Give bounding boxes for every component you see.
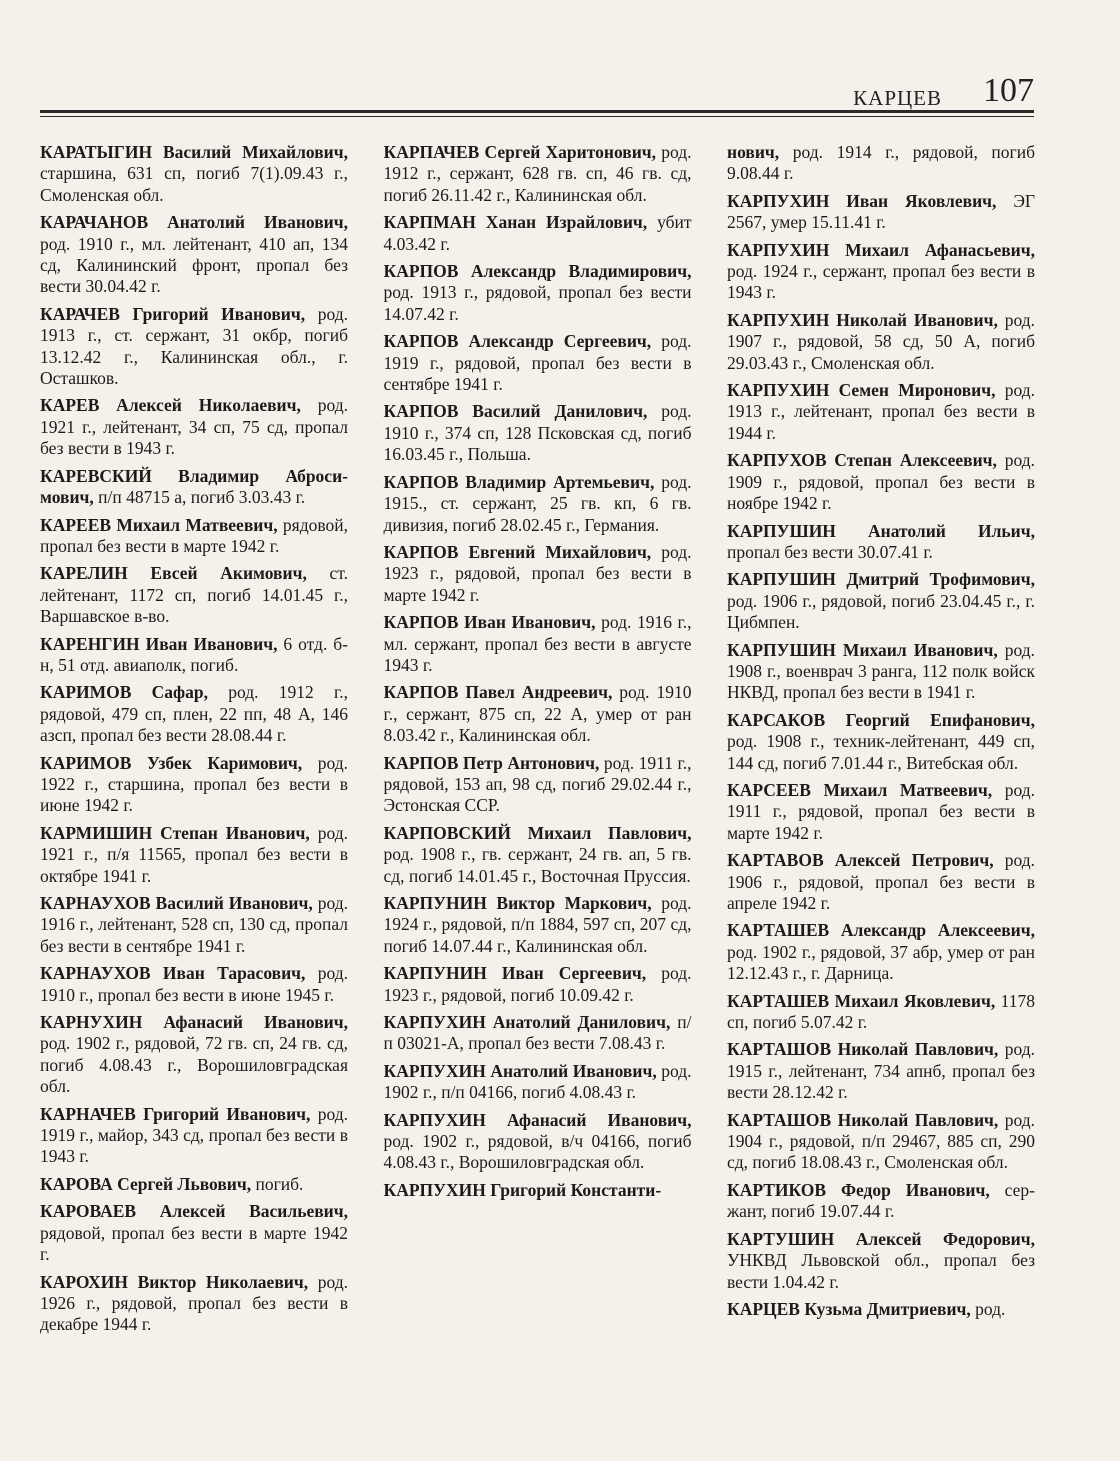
entry-text: род. 1902 г., п/п 04166, погиб 4.08.43 г.	[383, 1060, 692, 1103]
dictionary-entry	[384, 753, 692, 817]
entry-name: КАРНУХИН Афанасий Иванович,	[40, 1012, 348, 1033]
entry-text: род. 1919 г., майор, 343 сд, пропал без вести в 1943 г.	[40, 1103, 349, 1167]
dictionary-entry	[40, 1174, 348, 1195]
entry-text: ст. лейтенант, 1172 сп, погиб 14.01.45 г., Варшавское в-во.	[40, 563, 348, 627]
entry-name: КАРПУХИН Анатолий Иванович,	[383, 1060, 657, 1081]
entry-name: КАРПУХИН Анатолий Данилович,	[383, 1012, 671, 1033]
dictionary-entry	[40, 515, 348, 558]
entry-text: род. 1915., ст. сержант, 25 гв. кп, 6 гв. дивизия, погиб 28.02.45 г., Германия.	[383, 471, 692, 535]
dictionary-entry	[727, 240, 1035, 304]
dictionary-entry	[727, 710, 1035, 774]
entry-name: КАРТИКОВ Федор Иванович,	[727, 1179, 990, 1200]
dictionary-entry	[40, 1104, 348, 1168]
dictionary-entry	[727, 640, 1035, 704]
entry-text: ЭГ 2567, умер 15.11.41 г.	[727, 190, 1035, 233]
entry-name: КАРСАКОВ Георгий Епифанович,	[727, 709, 1035, 730]
entry-text: род. 1916 г., лейтенант, 528 сп, 130 сд, пропал без вести в сентябре 1941 г.	[40, 893, 348, 956]
entry-text: род. 1910 г., 374 сп, 128 Псковская сд, погиб 16.03.45 г., Польша.	[383, 401, 692, 465]
entry-text: род. 1911 г., рядовой, 153 ап, 98 сд, погиб 29.02.44 г., Эстонская ССР.	[383, 752, 692, 816]
entry-name: КАРЦЕВ Кузьма Дмитриевич,	[727, 1298, 971, 1319]
entry-name: КАРПУХИН Николай Иванович,	[727, 309, 998, 330]
entry-text: род. 1906 г., рядовой, пропал без вести в апреле 1942 г.	[727, 850, 1035, 913]
entry-name: КАРНАУХОВ Иван Тарасович,	[40, 963, 306, 984]
entry-text: рядовой, пропал без вести в марте 1942 г.	[40, 1222, 348, 1265]
entry-name: КАРИМОВ Узбек Каримович,	[40, 752, 303, 773]
entry-text: род. 1921 г., п/я 11565, пропал без вести в октябре 1941 г.	[40, 822, 348, 886]
dictionary-entry	[40, 893, 348, 957]
dictionary-entry	[40, 682, 348, 746]
entry-name: КАРЕЕВ Михаил Матвеевич,	[40, 514, 278, 535]
entry-text: род. 1912 г., рядовой, 479 сп, плен, 22 пп, 48 А, 146 азсп, пропал без вести 28.08.44 г.	[40, 682, 348, 746]
dictionary-entry	[727, 450, 1035, 514]
entry-text: сержант, погиб 19.07.44 г.	[727, 1179, 1035, 1222]
entry-text: род. 1902 г., рядовой, 72 гв. сп, 24 гв. сд, погиб 4.08.43 г., Ворошиловградская обл.	[40, 1033, 348, 1097]
dictionary-entry	[40, 395, 348, 459]
dictionary-entry	[40, 634, 348, 677]
entry-text: род. 1921 г., лейтенант, 34 сп, 75 сд, пропал без вести в 1943 г.	[40, 395, 348, 459]
entry-text: род. 1909 г., рядовой, пропал без вести в ноябре 1942 г.	[727, 450, 1035, 514]
entry-name: КАРЕВ Алексей Николаевич,	[40, 395, 301, 416]
entry-text: род. 1914 г., рядовой, погиб 9.08.44 г.	[727, 142, 1035, 184]
entry-name: КАРНАЧЕВ Григорий Иванович,	[40, 1103, 311, 1124]
entry-text: 6 отд. б-н, 51 отд. авиаполк, погиб.	[40, 633, 348, 675]
entry-name: КАРМИШИН Степан Иванович,	[40, 822, 310, 843]
dictionary-entry	[727, 142, 1035, 185]
entry-text: род. 1915 г., лейтенант, 734 апнб, пропал без вести 28.12.42 г.	[727, 1039, 1035, 1103]
entry-text: род. 1913 г., рядовой, пропал без вести 14.07.42 г.	[383, 282, 692, 324]
entry-name: КАРОВА Сергей Львович,	[40, 1173, 252, 1194]
entry-name: КАРАЧАНОВ Анатолий Иванович,	[40, 212, 348, 233]
dictionary-entry	[727, 380, 1035, 444]
entry-name: КАРПУХИН Афанасий Иванович,	[383, 1109, 692, 1130]
entry-name: КАРПМАН Ханан Израйлович,	[383, 212, 648, 233]
entry-name: КАРПУХИН Семен Миронович,	[727, 380, 996, 401]
dictionary-entry	[727, 1229, 1035, 1293]
dictionary-entry	[384, 963, 692, 1006]
dictionary-entry	[40, 823, 348, 887]
entry-text: УНКВД Львовской обл., пропал без вести 1.04.42 г.	[727, 1250, 1035, 1292]
entry-name: КАРПУНИН Иван Сергеевич,	[383, 963, 647, 984]
entry-text: род. 1910 г., пропал без вести в июне 1945 г.	[40, 963, 348, 1005]
text-columns	[40, 142, 1035, 1432]
entry-text: п/п 48715 а, погиб 3.03.43 г.	[93, 487, 306, 508]
dictionary-entry	[40, 212, 348, 298]
entry-text: род. 1923 г., рядовой, погиб 10.09.42 г.	[383, 963, 692, 1005]
entry-text: род. 1908 г., техник-лейтенант, 449 сп, 144 сд, погиб 7.01.44 г., Витебская обл.	[727, 731, 1035, 773]
entry-name: КАРОХИН Виктор Николаевич,	[40, 1271, 309, 1292]
entry-name: КАРПОВ Владимир Артемьевич,	[383, 471, 655, 492]
entry-text: старшина, 631 сп, погиб 7(1).09.43 г., Смоленская обл.	[40, 163, 348, 205]
entry-text: п/п 03021-А, пропал без вести 7.08.43 г.	[383, 1012, 692, 1054]
dictionary-entry	[384, 823, 692, 887]
entry-name: КАРЕВСКИЙ Владимир Абросимович,	[40, 465, 348, 508]
entry-name: КАРОВАЕВ Алексей Васильевич,	[40, 1201, 348, 1222]
entry-text: род. 1908 г., гв. сержант, 24 гв. ап, 5 гв. сд, погиб 14.01.45 г., Восточная Пруссия.	[383, 844, 692, 886]
dictionary-entry	[727, 1110, 1035, 1174]
dictionary-entry	[727, 1180, 1035, 1223]
entry-name: КАРПУХИН Григорий Константи-	[383, 1179, 662, 1200]
entry-name: КАРЕНГИН Иван Иванович,	[40, 633, 278, 654]
entry-name: КАРНАУХОВ Василий Иванович,	[40, 893, 313, 913]
column-3	[727, 142, 1035, 1432]
dictionary-entry	[384, 1110, 692, 1174]
dictionary-entry	[727, 1299, 1035, 1320]
entry-text: 1178 сп, погиб 5.07.42 г.	[727, 990, 1036, 1033]
dictionary-entry	[40, 466, 348, 509]
entry-text: род. 1910 г., сержант, 875 сп, 22 А, умер от ран 8.03.42 г., Калининская обл.	[383, 682, 692, 746]
column-1	[40, 142, 348, 1432]
dictionary-entry	[384, 401, 692, 465]
dictionary-entry	[384, 261, 692, 325]
entry-text: погиб.	[251, 1173, 304, 1194]
dictionary-entry	[384, 612, 692, 676]
entry-text: род. 1907 г., рядовой, 58 сд, 50 А, погиб 29.03.43 г., Смоленская обл.	[727, 309, 1035, 373]
dictionary-entry	[727, 780, 1035, 844]
entry-name: КАРПОВ Александр Сергеевич,	[383, 331, 652, 352]
entry-text: род. 1911 г., рядовой, пропал без вести в марте 1942 г.	[727, 779, 1035, 843]
entry-text: род. 1913 г., лейтенант, пропал без вести в 1944 г.	[727, 380, 1036, 443]
entry-name: КАРТАШОВ Николай Павлович,	[727, 1109, 999, 1130]
dictionary-entry	[384, 331, 692, 395]
entry-name: КАРПОВ Петр Антонович,	[383, 752, 600, 773]
dictionary-entry	[727, 310, 1035, 374]
entry-name: КАРАЧЕВ Григорий Иванович,	[40, 303, 306, 324]
dictionary-entry	[384, 542, 692, 606]
entry-name: КАРПУШИН Анатолий Ильич,	[727, 520, 1035, 541]
entry-name: КАРТАВОВ Алексей Петрович,	[727, 850, 994, 871]
entry-name: КАРПОВ Александр Владимирович,	[383, 261, 692, 282]
dictionary-entry	[727, 991, 1035, 1034]
entry-text: род. 1913 г., ст. сержант, 31 окбр, погиб 13.12.42 г., Калининская обл., г. Осташков.	[40, 303, 348, 389]
page-number: 107	[983, 72, 1034, 109]
dictionary-entry	[40, 963, 348, 1006]
entry-text: род. 1919 г., рядовой, пропал без вести в сентябре 1941 г.	[383, 331, 692, 395]
dictionary-entry	[727, 850, 1035, 914]
entry-name: КАРПОВ Евгений Михайлович,	[383, 541, 652, 562]
entry-name: КАРПОВ Павел Андреевич,	[383, 682, 613, 703]
entry-text: род. 1924 г., сержант, пропал без вести в 1943 г.	[727, 261, 1035, 303]
dictionary-entry	[727, 191, 1035, 234]
dictionary-entry	[727, 1039, 1035, 1103]
running-head: КАРЦЕВ	[853, 86, 942, 110]
entry-name: КАРЕЛИН Евсей Акимович,	[40, 563, 307, 584]
entry-text: род.	[970, 1298, 1006, 1319]
dictionary-entry	[384, 682, 692, 746]
entry-text: убит 4.03.42 г.	[383, 212, 692, 254]
entry-name: КАРИМОВ Сафар,	[40, 682, 209, 703]
entry-name: КАРТАШЕВ Александр Алексеевич,	[727, 920, 1035, 941]
entry-name: КАРПУНИН Виктор Маркович,	[383, 893, 652, 913]
header-rule-thin	[40, 116, 1034, 117]
entry-text: род. 1924 г., рядовой, п/п 1884, 597 сп, 207 сд, погиб 14.07.44 г., Калининская обл.	[383, 893, 692, 956]
dictionary-entry	[384, 1061, 692, 1104]
entry-text: род. 1912 г., сержант, 628 гв. сп, 46 гв. сд, погиб 26.11.42 г., Калининская обл.	[383, 142, 692, 205]
dictionary-entry	[727, 521, 1035, 564]
entry-text: род. 1902 г., рядовой, в/ч 04166, погиб 4.08.43 г., Ворошиловградская обл.	[383, 1131, 692, 1173]
entry-name: КАРПАЧЕВ Сергей Харитонович,	[383, 142, 657, 162]
dictionary-entry	[40, 304, 348, 390]
entry-name: КАРПОВ Иван Иванович,	[383, 612, 596, 633]
dictionary-entry	[384, 1180, 692, 1201]
dictionary-entry	[384, 212, 692, 255]
entry-name: КАРПУШИН Дмитрий Трофимович,	[727, 569, 1035, 590]
entry-text: пропал без вести 30.07.41 г.	[727, 541, 933, 562]
dictionary-entry	[384, 472, 692, 536]
column-2	[384, 142, 692, 1432]
dictionary-entry	[40, 563, 348, 627]
dictionary-entry	[40, 1012, 348, 1098]
entry-text: род. 1910 г., мл. лейтенант, 410 ап, 134 сд, Калининский фронт, пропал без вести 30.04.42 г.	[40, 233, 348, 297]
entry-name: КАРПОВСКИЙ Михаил Павлович,	[383, 822, 692, 843]
entry-name: КАРПУХОВ Степан Алексеевич,	[727, 450, 997, 471]
dictionary-entry	[384, 142, 692, 206]
entry-text: род. 1902 г., рядовой, 37 абр, умер от ран 12.12.43 г., г. Дарница.	[727, 941, 1035, 984]
dictionary-entry	[384, 893, 692, 957]
dictionary-entry	[40, 753, 348, 817]
dictionary-entry	[40, 142, 348, 206]
entry-name: КАРТУШИН Алексей Федорович,	[727, 1228, 1035, 1249]
entry-text: род. 1926 г., рядовой, пропал без вести в декабре 1944 г.	[40, 1271, 348, 1335]
entry-text: род. 1908 г., военврач 3 ранга, 112 полк войск НКВД, пропал без вести в 1941 г.	[727, 639, 1035, 703]
entry-name: нович,	[727, 142, 780, 162]
dictionary-entry	[40, 1272, 348, 1336]
entry-name: КАРТАШОВ Николай Павлович,	[727, 1039, 999, 1060]
entry-text: род. 1923 г., рядовой, пропал без вести в марте 1942 г.	[383, 541, 692, 605]
entry-name: КАРСЕЕВ Михаил Матвеевич,	[727, 779, 993, 800]
entry-text: род. 1916 г., мл. сержант, пропал без вести в августе 1943 г.	[383, 612, 692, 675]
entry-name: КАРПОВ Василий Данилович,	[383, 401, 648, 422]
entry-name: КАРПУХИН Иван Яковлевич,	[727, 190, 997, 211]
entry-name: КАРПУШИН Михаил Иванович,	[727, 639, 998, 660]
dictionary-entry	[384, 1012, 692, 1055]
entry-text: рядовой, пропал без вести в марте 1942 г.	[40, 514, 348, 556]
entry-name: КАРАТЫГИН Василий Михайлович,	[40, 142, 348, 162]
entry-name: КАРТАШЕВ Михаил Яковлевич,	[727, 990, 996, 1011]
entry-text: род. 1922 г., старшина, пропал без вести в июне 1942 г.	[40, 752, 349, 816]
dictionary-entry	[727, 569, 1035, 633]
header-rule-thick	[40, 110, 1034, 113]
entry-text: род. 1906 г., рядовой, погиб 23.04.45 г., г. Цибмпен.	[727, 590, 1035, 633]
dictionary-entry	[727, 920, 1035, 984]
page-header	[40, 72, 1034, 120]
entry-text: род. 1904 г., рядовой, п/п 29467, 885 сп, 290 сд, погиб 18.08.43 г., Смоленская обл.	[727, 1109, 1035, 1173]
dictionary-entry	[40, 1201, 348, 1265]
entry-name: КАРПУХИН Михаил Афанасьевич,	[727, 239, 1035, 260]
